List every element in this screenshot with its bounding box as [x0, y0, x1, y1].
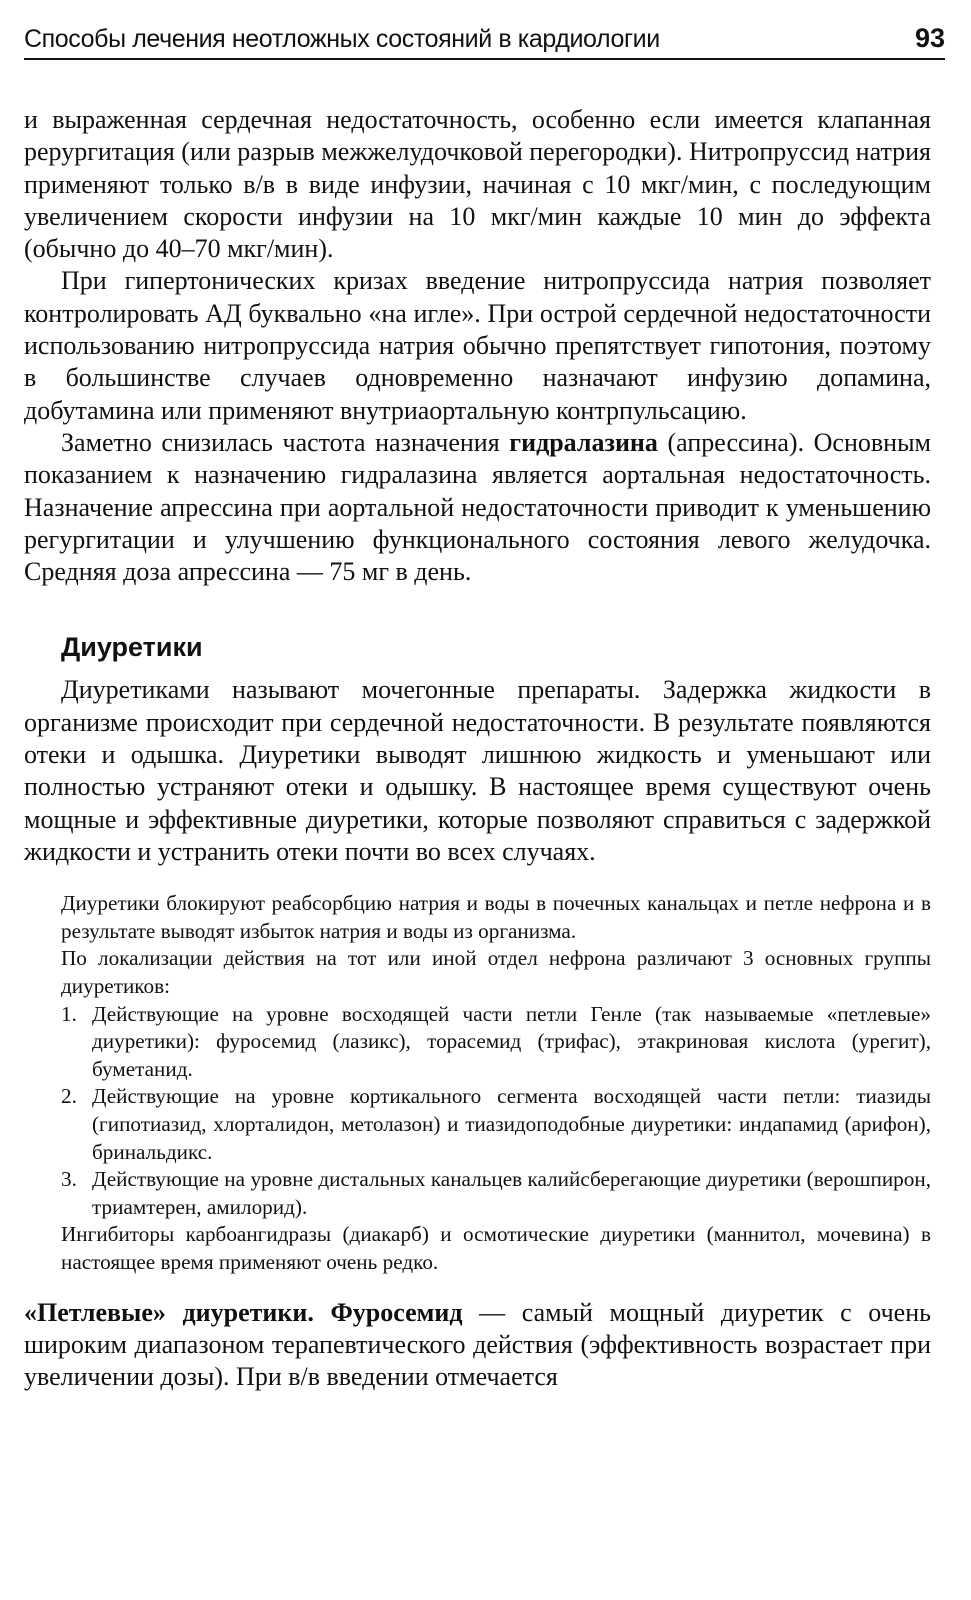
note-block [61, 890, 931, 1276]
running-header [24, 20, 945, 60]
paragraph-hypertensive-crisis: При гипертонических кризах введение нитропруссида натрия позволяет контролировать АД буквально «на игле». При острой сердечной недостаточности использованию нитропруссида натрия обычно препятствует гипотония, поэтому в большинстве случаев одновременно назначают инфузию допамина, добутамина или применяют внутриаортальную контрпульсацию. [24, 266, 931, 425]
section-body [24, 674, 931, 868]
paragraph-nitroprusside-continued: и выраженная сердечная недостаточность, особенно если имеется клапанная рерургитация (или разрыв межжелудочковой перегородки). Нитропруссид натрия применяют только в/в в виде инфузии, начиная с 10 мкг/мин, с последующим увеличением скорости инфузии на 10 мкг/мин каждые 10 мин до эффекта (обычно до 40–70 мкг/мин). [24, 105, 931, 264]
list-item-number: 3. [61, 1167, 77, 1192]
main-text [24, 104, 931, 588]
page-number: 93 [914, 23, 945, 53]
list-item-text: Действующие на уровне дистальных канальцев калийсберегающие диуретики (верошпирон, триамтерен, амилорид). [92, 1167, 931, 1219]
note-paragraph-classification: По локализации действия на тот или иной отдел нефрона различают 3 основных группы диуретиков: [61, 946, 931, 999]
furosemide-heading: «Петлевые» диуретики. Фуросемид [24, 1297, 463, 1327]
diuretic-groups-list [61, 1001, 931, 1222]
paragraph-hydralazine [24, 427, 931, 588]
running-header-title: Способы лечения неотложных состояний в кардиологии [24, 25, 660, 53]
loop-diuretics-block [24, 1297, 931, 1394]
list-item-number: 1. [61, 1001, 77, 1026]
list-item [61, 1083, 931, 1166]
list-item [61, 1166, 931, 1221]
hydralazine-term: гидралазина [509, 427, 658, 457]
section-heading-diuretics: Диуретики [61, 632, 203, 663]
paragraph-diuretics-intro: Диуретиками называют мочегонные препараты. Задержка жидкости в организме происходит при сердечной недостаточности. В результате появляются отеки и одышка. Диуретики выводят лишнюю жидкость и уменьшают или полностью устраняют отеки и одышку. В настоящее время существуют очень мощные и эффективные диуретики, которые позволяют справиться с задержкой жидкости и устранить отеки почти во всех случаях. [24, 675, 931, 866]
paragraph-furosemide [24, 1297, 931, 1394]
list-item-text: Действующие на уровне восходящей части петли Генле (так называемые «петлевые» диуретики): фуросемид (лазикс), торасемид (трифас), этакриновая кислота (урегит), буметанид. [92, 1001, 931, 1081]
hydralazine-text-after: (апрессина). Основным показанием к назначению гидралазина является аортальная недостаточность. Назначение апрессина при аортальной недостаточности приводит к уменьшению регургитации и улучшению функционального состояния левого желудочка. Средняя доза апрессина — 75 мг в день. [24, 427, 931, 587]
list-item [61, 1001, 931, 1084]
note-paragraph-rare-diuretics: Ингибиторы карбоангидразы (диакарб) и осмотические диуретики (маннитол, мочевина) в настоящее время применяют очень редко. [61, 1222, 931, 1274]
page-content [24, 104, 931, 1393]
note-paragraph-mechanism: Диуретики блокируют реабсорбцию натрия и воды в почечных канальцах и петле нефрона и в результате выводят избыток натрия и воды из организма. [61, 891, 931, 943]
list-item-text: Действующие на уровне кортикального сегмента восходящей части петли: тиазиды (гипотиазид, хлорталидон, метолазон) и тиазидоподобные диуретики: индапамид (арифон), бринальдикс. [92, 1084, 931, 1164]
furosemide-text: — самый мощный диуретик с очень широким диапазоном терапевтического действия (эффективность возрастает при увеличении дозы). При в/в введении отмечается [24, 1297, 931, 1392]
list-item-number: 2. [61, 1084, 77, 1109]
hydralazine-text-before: Заметно снизилась частота назначения [61, 427, 510, 457]
